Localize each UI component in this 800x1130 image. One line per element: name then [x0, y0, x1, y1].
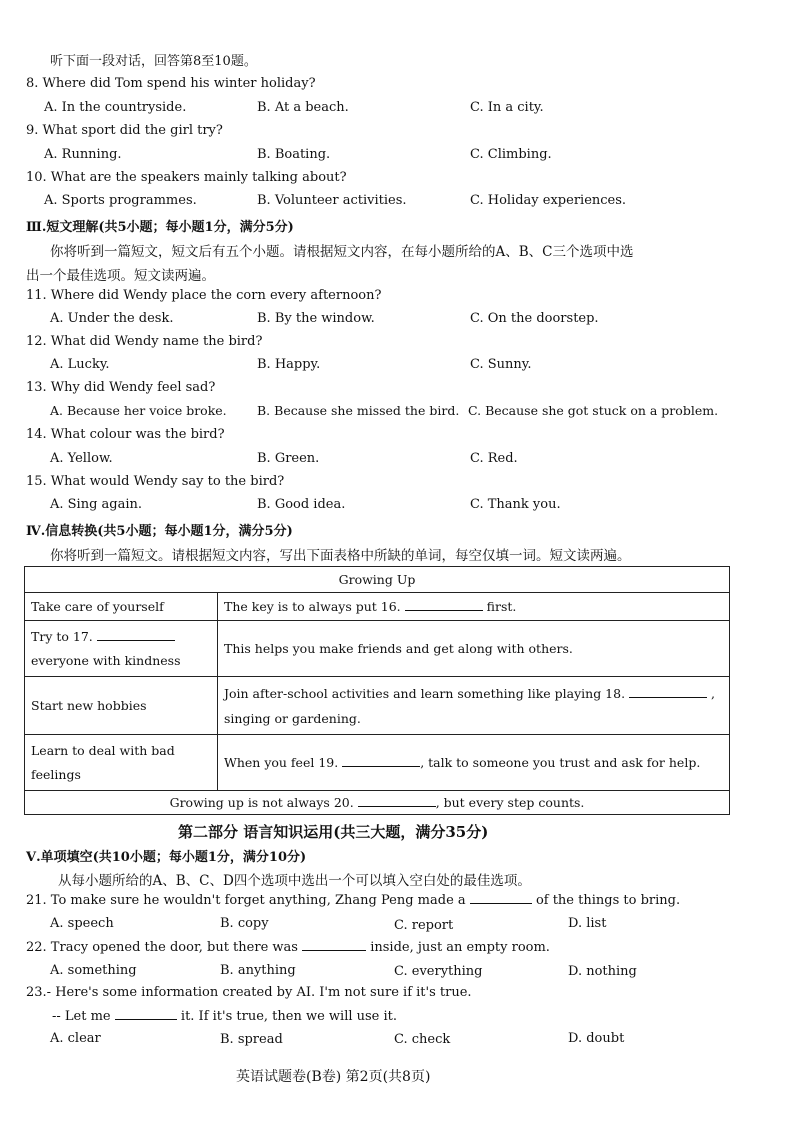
table-row1-left: Take care of yourself: [25, 593, 218, 621]
q10-option-b: B. Volunteer activities.: [257, 193, 407, 208]
blank-19[interactable]: [342, 756, 420, 767]
q21-text: 21. To make sure he wouldn't forget anything, Zhang Peng made a: [26, 893, 466, 908]
q14-option-c: C. Red.: [470, 451, 518, 466]
section-4-title: Ⅳ.信息转换(共5小题；每小题1分，满分5分): [26, 524, 293, 539]
q14-option-b: B. Green.: [257, 451, 320, 466]
question-9: 9. What sport did the girl try?: [26, 123, 223, 138]
q11-option-c: C. On the doorstep.: [470, 311, 599, 326]
q12-option-a: A. Lucky.: [50, 357, 110, 372]
section-3-instruction-line2: 出一个最佳选项。短文读两遍。: [26, 268, 215, 284]
q13-option-c: C. Because she got stuck on a problem.: [468, 403, 719, 418]
question-13: 13. Why did Wendy feel sad?: [26, 380, 216, 395]
page-footer: 英语试题卷(B卷) 第2页(共8页): [236, 1069, 431, 1085]
q8-option-c: C. In a city.: [470, 100, 544, 115]
question-22: [26, 940, 550, 955]
q22-option-a: A. something: [50, 963, 137, 978]
q11-option-a: A. Under the desk.: [50, 311, 174, 326]
q22-text: 22. Tracy opened the door, but there was: [26, 940, 298, 955]
question-10: 10. What are the speakers mainly talking about?: [26, 170, 347, 185]
q23-option-c: C. check: [394, 1032, 451, 1047]
question-12: 12. What did Wendy name the bird?: [26, 334, 263, 349]
footer-row-text: Growing up is not always 20.: [169, 795, 354, 810]
section-3-instruction-line1: 你将听到一篇短文，短文后有五个小题。请根据短文内容，在每小题所给的A、B、C三个选项中选: [50, 244, 634, 260]
q10-option-c: C. Holiday experiences.: [470, 193, 627, 208]
q21-option-a: A. speech: [50, 916, 114, 931]
table-row3-right: [218, 677, 730, 735]
section-4-instruction: 你将听到一篇短文。请根据短文内容，写出下面表格中所缺的单词，每空仅填一词。短文读两遍。: [50, 548, 631, 564]
q21-text-end: of the things to bring.: [535, 893, 681, 908]
q21-option-c: C. report: [394, 918, 454, 933]
table-row1-right: [218, 593, 730, 621]
question-11: 11. Where did Wendy place the corn every afternoon?: [26, 288, 382, 303]
q21-option-d: D. list: [568, 916, 607, 931]
row3-text-line2: singing or gardening.: [224, 710, 361, 726]
table-row3-left: Start new hobbies: [25, 677, 218, 735]
q8-option-b: B. At a beach.: [257, 100, 349, 115]
blank-23[interactable]: [115, 1009, 177, 1020]
blank-17[interactable]: [97, 630, 175, 641]
q9-option-a: A. Running.: [44, 147, 122, 162]
q13-option-a: A. Because her voice broke.: [50, 403, 227, 418]
q23-option-a: A. clear: [50, 1031, 101, 1046]
question-23: 23.- Here's some information created by AI. I'm not sure if it's true.: [26, 985, 472, 1000]
q8-option-a: A. In the countryside.: [44, 100, 187, 115]
q15-option-a: A. Sing again.: [50, 497, 143, 512]
table-row2-right: This helps you make friends and get along with others.: [218, 621, 730, 677]
question-23-reply: [52, 1009, 397, 1024]
q12-option-b: B. Happy.: [257, 357, 321, 372]
q9-option-c: C. Climbing.: [470, 147, 552, 162]
q22-text-end: inside, just an empty room.: [370, 940, 550, 955]
row3-text: Join after-school activities and learn something like playing 18.: [224, 685, 626, 701]
row4-text-end: , talk to someone you trust and ask for help.: [420, 755, 701, 770]
q22-option-d: D. nothing: [568, 964, 637, 979]
table-row4-left: Learn to deal with bad feelings: [25, 735, 218, 791]
question-21: [26, 893, 680, 908]
blank-16[interactable]: [405, 600, 483, 611]
q23-text-end: it. If it's true, then we will use it.: [180, 1009, 398, 1024]
info-transfer-table: [24, 566, 730, 815]
table-row4-right: [218, 735, 730, 791]
table-header: Growing Up: [25, 567, 730, 593]
q21-option-b: B. copy: [220, 916, 269, 931]
q23-option-d: D. doubt: [568, 1031, 625, 1046]
blank-20[interactable]: [358, 796, 436, 807]
row3-comma: ,: [711, 685, 716, 701]
q10-option-a: A. Sports programmes.: [44, 193, 197, 208]
blank-18[interactable]: [629, 687, 707, 698]
row4-text: When you feel 19.: [224, 755, 339, 770]
table-row2-left: [25, 621, 218, 677]
q23-text: -- Let me: [52, 1009, 111, 1024]
part-2-title: 第二部分 语言知识运用(共三大题，满分35分): [178, 823, 489, 841]
question-15: 15. What would Wendy say to the bird?: [26, 474, 285, 489]
q13-option-b: B. Because she missed the bird.: [257, 403, 460, 418]
q22-option-b: B. anything: [220, 963, 296, 978]
row1-text-end: first.: [486, 599, 517, 614]
row2-left-text-end: everyone with kindness: [31, 652, 181, 668]
q11-option-b: B. By the window.: [257, 311, 375, 326]
table-footer-row: [25, 791, 730, 815]
blank-21[interactable]: [470, 893, 532, 904]
section-5-instruction: 从每小题所给的A、B、C、D四个选项中选出一个可以填入空白处的最佳选项。: [58, 873, 531, 889]
section-5-title: Ⅴ.单项填空(共10小题；每小题1分，满分10分): [26, 850, 307, 865]
q23-option-b: B. spread: [220, 1032, 283, 1047]
footer-row-text-end: , but every step counts.: [435, 795, 585, 810]
q14-option-a: A. Yellow.: [50, 451, 113, 466]
row2-left-text: Try to 17.: [31, 628, 93, 644]
q15-option-c: C. Thank you.: [470, 497, 561, 512]
instruction-8-10: 听下面一段对话，回答第8至10题。: [50, 54, 257, 69]
blank-22[interactable]: [302, 940, 366, 951]
question-14: 14. What colour was the bird?: [26, 427, 225, 442]
question-8: 8. Where did Tom spend his winter holiday?: [26, 76, 316, 91]
q22-option-c: C. everything: [394, 964, 483, 979]
q15-option-b: B. Good idea.: [257, 497, 346, 512]
row1-text: The key is to always put 16.: [224, 599, 401, 614]
q9-option-b: B. Boating.: [257, 147, 331, 162]
q12-option-c: C. Sunny.: [470, 357, 532, 372]
section-3-title: Ⅲ.短文理解(共5小题；每小题1分，满分5分): [26, 220, 294, 235]
